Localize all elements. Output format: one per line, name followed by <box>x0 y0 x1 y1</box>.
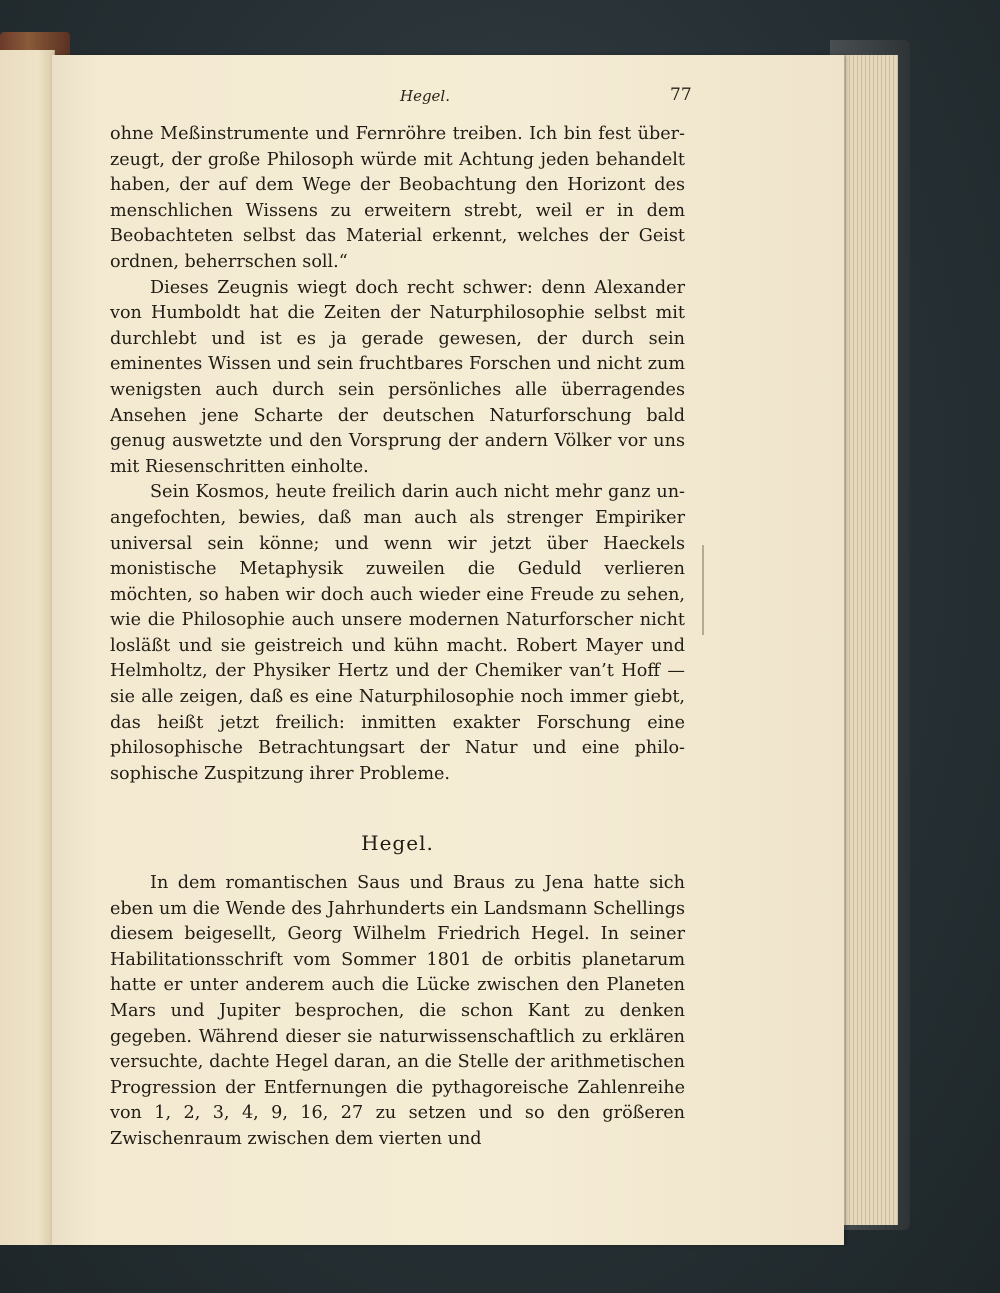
paragraph: Sein Kosmos, heute freilich darin auch nicht mehr ganz unangefochten, bewies, daß man auch als strenger Empiriker universal sein könne; und wenn wir jetzt über Haeckels monistische Metaphysik zuweilen die Geduld verlieren möchten, so haben wir doch auch wieder eine Freude zu sehen, wie die Philosophie auch unsere modernen Naturforscher nicht losläßt und sie geistreich und kühn macht. Robert Mayer und Helmholtz, der Physiker Hertz und der Chemiker van’t Hoff — sie alle zeigen, daß es eine Naturphilosophie noch immer giebt, das heißt jetzt freilich: inmitten exakter Forschung eine philosophische Betrachtungsart der Natur und eine philosophische Zuspitzung ihrer Probleme. <box>110 482 685 784</box>
section-heading: Hegel. <box>361 831 434 856</box>
paragraph: In dem romantischen Saus und Braus zu Jena hatte sich eben um die Wende des Jahrhunderts ein Landsmann Schellings diesem beigesellt, Georg Wilhelm Friedrich Hegel. In seiner Habilitationsschrift vom Sommer 1801 de orbitis planetarum hatte er unter anderem auch die Lücke zwischen den Planeten Mars und Jupiter besprochen, die schon Kant zu denken gegeben. Während dieser sie naturwissenschaftlich zu erklären versuchte, dachte Hegel daran, an die Stelle der arithmetischen Progression der Entfernungen die pythagoreische Zahlenreihe von 1, 2, 3, 4, 9, 16, 27 zu setzen und so den größeren Zwischenraum zwischen dem vierten und <box>110 873 685 1149</box>
margin-pencil-mark <box>702 545 704 635</box>
page-number: 77 <box>670 85 692 105</box>
running-head-title: Hegel. <box>400 87 451 105</box>
page-stack-edges <box>838 55 898 1225</box>
left-page-edge <box>0 50 55 1245</box>
body-text <box>110 122 685 1153</box>
paragraph: ohne Meßinstrumente und Fernröhre treiben. Ich bin fest überzeugt, der große Philosoph würde mit Achtung jeden behandelt haben, der auf dem Wege der Beobachtung den Horizont des menschlichen Wissens zu erweitern strebt, weil er in dem Beobachteten selbst das Material erkennt, welches der Geist ordnen, beherrschen soll.“ <box>110 124 685 272</box>
running-head <box>60 85 720 115</box>
paragraph: Dieses Zeugnis wiegt doch recht schwer: denn Alexander von Humboldt hat die Zeiten der Naturphilosophie selbst mit durchlebt und ist es ja gerade gewesen, der durch sein eminentes Wissen und sein fruchtbares Forschen und nicht zum wenigsten auch durch sein persönliches alle überragendes Ansehen jene Scharte der deutschen Naturforschung bald genug auswetzte und den Vorsprung der andern Völker vor uns mit Riesenschritten einholte. <box>110 277 685 477</box>
